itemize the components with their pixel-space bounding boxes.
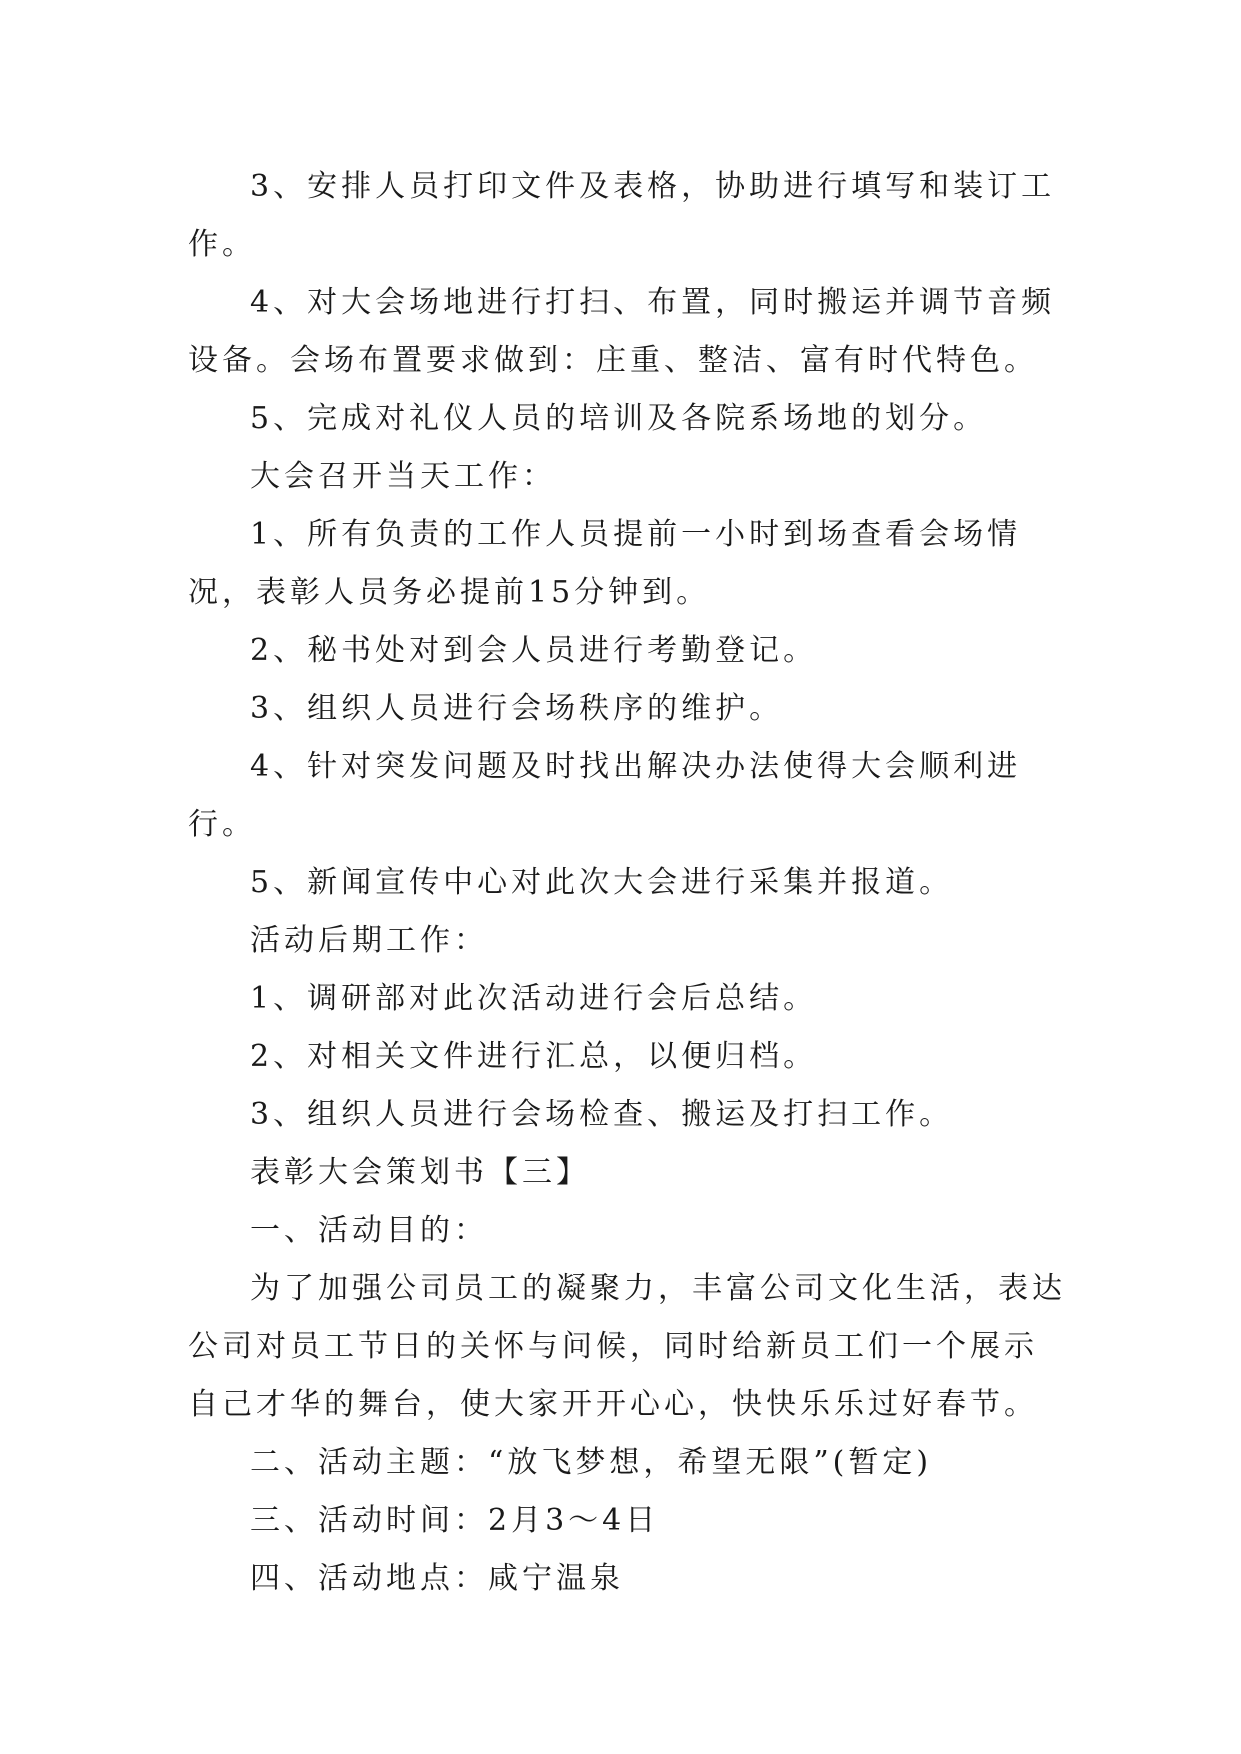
paragraph: 3、组织人员进行会场秩序的维护。 xyxy=(250,691,784,726)
paragraph: 为了加强公司员工的凝聚力，丰富公司文化生活，表达公司对员工节日的关怀与问候，同时给新员工们一个展示自己才华的舞台，使大家开开心心，快快乐乐过好春节。 xyxy=(188,1271,1066,1422)
section-heading: 大会召开当天工作： xyxy=(250,459,556,494)
paragraph: 3、组织人员进行会场检查、搬运及打扫工作。 xyxy=(250,1097,954,1132)
paragraph: 1、调研部对此次活动进行会后总结。 xyxy=(250,981,818,1016)
paragraph: 四、活动地点：咸宁温泉 xyxy=(250,1561,624,1596)
paragraph: 2、秘书处对到会人员进行考勤登记。 xyxy=(250,633,818,668)
paragraph: 3、安排人员打印文件及表格，协助进行填写和装订工作。 xyxy=(188,169,1056,262)
paragraph: 二、活动主题：“放飞梦想，希望无限”(暂定) xyxy=(250,1445,933,1480)
paragraph: 1、所有负责的工作人员提前一小时到场查看会场情况，表彰人员务必提前15分钟到。 xyxy=(188,517,1022,610)
paragraph: 5、新闻宣传中心对此次大会进行采集并报道。 xyxy=(250,865,954,900)
paragraph: 三、活动时间：2月3～4日 xyxy=(250,1503,660,1538)
paragraph: 4、针对突发问题及时找出解决办法使得大会顺利进行。 xyxy=(188,749,1022,842)
section-heading: 活动后期工作： xyxy=(250,923,488,958)
paragraph: 4、对大会场地进行打扫、布置，同时搬运并调节音频设备。会场布置要求做到：庄重、整洁、富有时代特色。 xyxy=(188,285,1056,378)
paragraph: 5、完成对礼仪人员的培训及各院系场地的划分。 xyxy=(250,401,988,436)
document-body xyxy=(188,158,1068,1608)
document-section-title: 表彰大会策划书【三】 xyxy=(250,1155,590,1190)
paragraph: 2、对相关文件进行汇总，以便归档。 xyxy=(250,1039,818,1074)
section-heading: 一、活动目的： xyxy=(250,1213,488,1248)
